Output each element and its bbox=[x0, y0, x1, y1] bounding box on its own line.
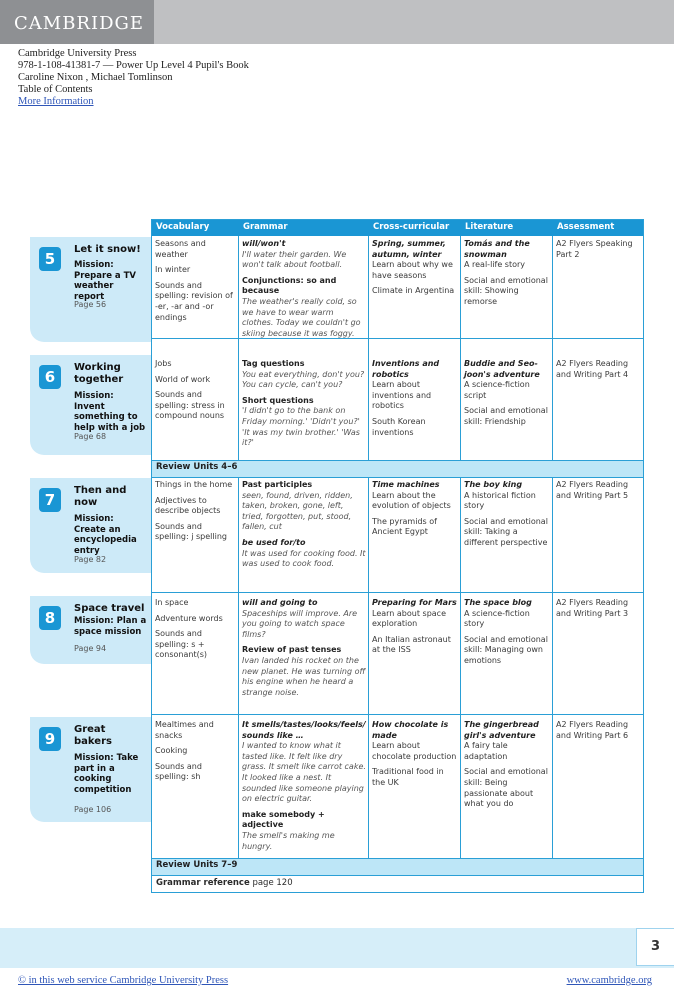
authors: Caroline Nixon , Michael Tomlinson bbox=[18, 72, 173, 83]
unit8-assessment: A2 Flyers Reading and Writing Part 3 bbox=[556, 598, 629, 618]
literature-heading: Buddie and Seo-joon's adventure bbox=[464, 359, 540, 379]
cross-item: Traditional food in the UK bbox=[372, 767, 444, 787]
unit-page: Page 56 bbox=[74, 300, 107, 309]
column-assessment: Assessment bbox=[557, 222, 615, 232]
unit7-grammar bbox=[242, 480, 366, 575]
grammar-example: I wanted to know what it tasted like. It felt like dry grass. It smelt like carrot cake. It looked like a nest. It sounded like someone playing on electric guitar. bbox=[242, 741, 366, 804]
cross-item: Learn about the evolution of objects bbox=[372, 490, 451, 511]
unit-mission: Mission: Create an encyclopedia entry bbox=[74, 514, 137, 556]
unit6-cross-curricular bbox=[372, 359, 458, 443]
vocab-item: Jobs bbox=[155, 359, 172, 368]
page-number: 3 bbox=[636, 928, 674, 966]
contents-table bbox=[151, 219, 644, 893]
grammar-example: seen, found, driven, ridden, taken, broken, gone, left, tried, forgotten, put, stood, fallen, cut bbox=[242, 490, 353, 532]
column-divider bbox=[238, 478, 239, 858]
review-units-4-6: Review Units 4–6 bbox=[152, 460, 643, 478]
literature-item: A science-fiction story bbox=[464, 608, 530, 629]
footer-band bbox=[0, 928, 674, 968]
grammar-reference-page: page 120 bbox=[252, 878, 293, 888]
vocab-item: Adjectives to describe objects bbox=[155, 495, 221, 516]
unit5-grammar bbox=[242, 239, 366, 344]
grammar-example: Spaceships will improve. Are you going to watch space films? bbox=[242, 608, 358, 639]
unit-tab-7 bbox=[30, 478, 151, 573]
grammar-reference bbox=[152, 876, 643, 893]
cross-item: Learn about why we have seasons bbox=[372, 260, 453, 280]
grammar-example: 'I didn't go to the bank on Friday morning.' 'Didn't you?' 'It was my twin brother.' 'Was it?' bbox=[242, 406, 360, 448]
cross-item: Climate in Argentina bbox=[372, 286, 455, 296]
publisher: Cambridge University Press bbox=[18, 48, 137, 59]
unit7-literature bbox=[464, 480, 550, 554]
unit-page: Page 82 bbox=[74, 555, 107, 564]
column-divider bbox=[552, 478, 553, 858]
review-units-7-9: Review Units 7–9 bbox=[152, 858, 643, 876]
column-divider bbox=[552, 236, 553, 461]
literature-item: Social and emotional skill: Friendship bbox=[464, 406, 548, 426]
unit6-literature bbox=[464, 359, 550, 433]
grammar-heading: make somebody + adjective bbox=[242, 809, 325, 830]
unit6-vocabulary bbox=[155, 359, 235, 427]
unit7-assessment: A2 Flyers Reading and Writing Part 5 bbox=[556, 480, 629, 500]
vocab-item: Cooking bbox=[155, 746, 188, 756]
unit-tab-5 bbox=[30, 237, 151, 342]
vocab-item: Sounds and spelling: j spelling bbox=[155, 521, 227, 542]
vocab-item: Sounds and spelling: stress in compound nouns bbox=[155, 390, 225, 421]
grammar-example: You eat everything, don't you? You can cycle, can't you? bbox=[242, 369, 365, 390]
vocab-item: Sounds and spelling: sh bbox=[155, 761, 202, 782]
grammar-example: Ivan landed his rocket on the new planet. He was turning off his engine when he heard a strange noise. bbox=[242, 655, 366, 697]
grammar-example: The weather's really cold, so we have to wear warm clothes. Today we couldn't go skiing because it was foggy. bbox=[242, 296, 361, 338]
unit-page: Page 94 bbox=[74, 644, 107, 653]
section-title: Table of Contents bbox=[18, 84, 93, 95]
unit-page: Page 68 bbox=[74, 432, 107, 441]
more-information-link[interactable]: More Information bbox=[18, 96, 94, 107]
grammar-heading: Conjunctions: so and because bbox=[242, 275, 337, 296]
unit-title: Great bakers bbox=[74, 724, 112, 747]
column-divider bbox=[460, 236, 461, 461]
unit8-cross-curricular bbox=[372, 598, 458, 661]
unit6-grammar bbox=[242, 359, 366, 454]
column-cross-curricular: Cross-curricular bbox=[373, 222, 450, 232]
literature-item: Social and emotional skill: Managing own emotions bbox=[464, 634, 548, 665]
cross-item: Learn about inventions and robotics bbox=[372, 380, 432, 411]
unit7-cross-curricular bbox=[372, 480, 458, 543]
isbn-title: 978-1-108-41381-7 — Power Up Level 4 Pupil's Book bbox=[18, 60, 249, 71]
cambridge-website-link[interactable]: www.cambridge.org bbox=[566, 975, 652, 986]
unit5-literature bbox=[464, 239, 550, 313]
literature-item: Social and emotional skill: Taking a different perspective bbox=[464, 516, 548, 547]
column-header-row bbox=[152, 220, 643, 236]
unit-number: 5 bbox=[39, 247, 61, 271]
cross-heading: Preparing for Mars bbox=[372, 598, 457, 607]
copyright-link[interactable]: © in this web service Cambridge University Press bbox=[18, 975, 229, 986]
unit-title: Then and now bbox=[74, 485, 127, 508]
unit9-assessment: A2 Flyers Reading and Writing Part 6 bbox=[556, 720, 629, 740]
unit-tab-6 bbox=[30, 355, 151, 455]
unit8-grammar bbox=[242, 598, 366, 703]
book-info bbox=[18, 48, 249, 108]
unit9-vocabulary bbox=[155, 720, 235, 788]
unit9-grammar bbox=[242, 720, 366, 855]
grammar-heading: Past participles bbox=[242, 480, 313, 489]
cross-heading: Spring, summer, autumn, winter bbox=[372, 239, 446, 259]
vocab-item: Adventure words bbox=[155, 613, 223, 623]
unit-title: Space travel bbox=[74, 603, 145, 614]
grammar-heading: will and going to bbox=[242, 598, 318, 607]
unit9-literature bbox=[464, 720, 550, 815]
vocab-item: Mealtimes and snacks bbox=[155, 720, 214, 740]
literature-heading: Tomás and the snowman bbox=[464, 239, 530, 259]
grammar-heading: Short questions bbox=[242, 395, 314, 405]
vocab-item: Sounds and spelling: s + consonant(s) bbox=[155, 629, 208, 660]
cross-item: Learn about space exploration bbox=[372, 608, 446, 629]
unit-mission: Mission: Take part in a cooking competition bbox=[74, 753, 139, 795]
grammar-example: It was used for cooking food. It was used to cook food. bbox=[242, 548, 366, 569]
column-divider bbox=[368, 478, 369, 858]
grammar-example: The smell's making me hungry. bbox=[242, 830, 335, 851]
unit-title: Working together bbox=[74, 362, 124, 385]
unit-tab-9 bbox=[30, 717, 151, 822]
column-divider bbox=[368, 236, 369, 461]
vocab-item: Seasons and weather bbox=[155, 239, 206, 259]
cross-heading: Time machines bbox=[372, 480, 440, 489]
grammar-heading: will/won't bbox=[242, 239, 286, 248]
literature-heading: The gingerbread girl's adventure bbox=[464, 720, 539, 740]
grammar-heading: It smells/tastes/looks/feels/ sounds like … bbox=[242, 720, 366, 740]
cambridge-logo: CAMBRIDGE bbox=[0, 0, 154, 44]
grammar-reference-label: Grammar reference bbox=[156, 878, 250, 888]
unit5-cross-curricular bbox=[372, 239, 458, 302]
unit5-vocabulary bbox=[155, 239, 235, 328]
literature-item: Social and emotional skill: Being passionate about what you do bbox=[464, 767, 548, 809]
vocab-item: In winter bbox=[155, 265, 191, 275]
unit-number: 6 bbox=[39, 365, 61, 389]
unit-page: Page 106 bbox=[74, 805, 112, 814]
literature-item: A fairy tale adaptation bbox=[464, 741, 508, 761]
cross-item: Learn about chocolate production bbox=[372, 741, 457, 761]
vocab-item: Sounds and spelling: revision of -er, -ar and -or endings bbox=[155, 280, 233, 322]
vocab-item: In space bbox=[155, 598, 189, 607]
cross-item: South Korean inventions bbox=[372, 416, 426, 437]
column-divider bbox=[238, 236, 239, 461]
unit8-vocabulary bbox=[155, 598, 235, 666]
column-divider bbox=[460, 478, 461, 858]
literature-item: A real-life story bbox=[464, 260, 526, 270]
grammar-heading: Tag questions bbox=[242, 359, 305, 368]
unit-tab-8 bbox=[30, 596, 151, 664]
cross-heading: How chocolate is made bbox=[372, 720, 449, 740]
literature-heading: The space blog bbox=[464, 598, 532, 607]
unit-title: Let it snow! bbox=[74, 244, 141, 255]
unit7-vocabulary bbox=[155, 480, 235, 548]
unit-mission: Mission: Prepare a TV weather report bbox=[74, 260, 136, 302]
grammar-heading: Review of past tenses bbox=[242, 645, 342, 655]
column-literature: Literature bbox=[465, 222, 514, 232]
grammar-heading: be used for/to bbox=[242, 537, 306, 547]
literature-item: Social and emotional skill: Showing remorse bbox=[464, 275, 548, 306]
unit-number: 9 bbox=[39, 727, 61, 751]
unit-number: 8 bbox=[39, 606, 61, 630]
literature-heading: The boy king bbox=[464, 480, 523, 489]
column-vocabulary: Vocabulary bbox=[156, 222, 210, 232]
vocab-item: World of work bbox=[155, 374, 211, 384]
unit6-assessment: A2 Flyers Reading and Writing Part 4 bbox=[556, 359, 629, 379]
cross-item: The pyramids of Ancient Egypt bbox=[372, 516, 437, 537]
unit-mission: Mission: Invent something to help with a job bbox=[74, 391, 146, 433]
grammar-example: I'll water their garden. We won't talk about football. bbox=[242, 249, 347, 270]
row-divider bbox=[152, 592, 643, 593]
row-divider bbox=[152, 714, 643, 715]
unit-number: 7 bbox=[39, 488, 61, 512]
cross-heading: Inventions and robotics bbox=[372, 359, 440, 379]
cross-item: An Italian astronaut at the ISS bbox=[372, 634, 451, 655]
unit8-literature bbox=[464, 598, 550, 672]
vocab-item: Things in the home bbox=[155, 480, 233, 489]
row-divider bbox=[152, 338, 643, 339]
unit9-cross-curricular bbox=[372, 720, 458, 794]
unit5-assessment: A2 Flyers Speaking Part 2 bbox=[556, 239, 633, 259]
unit-mission: Mission: Plan a space mission bbox=[74, 616, 147, 637]
literature-item: A science-fiction script bbox=[464, 380, 530, 400]
literature-item: A historical fiction story bbox=[464, 490, 536, 511]
column-grammar: Grammar bbox=[243, 222, 288, 232]
